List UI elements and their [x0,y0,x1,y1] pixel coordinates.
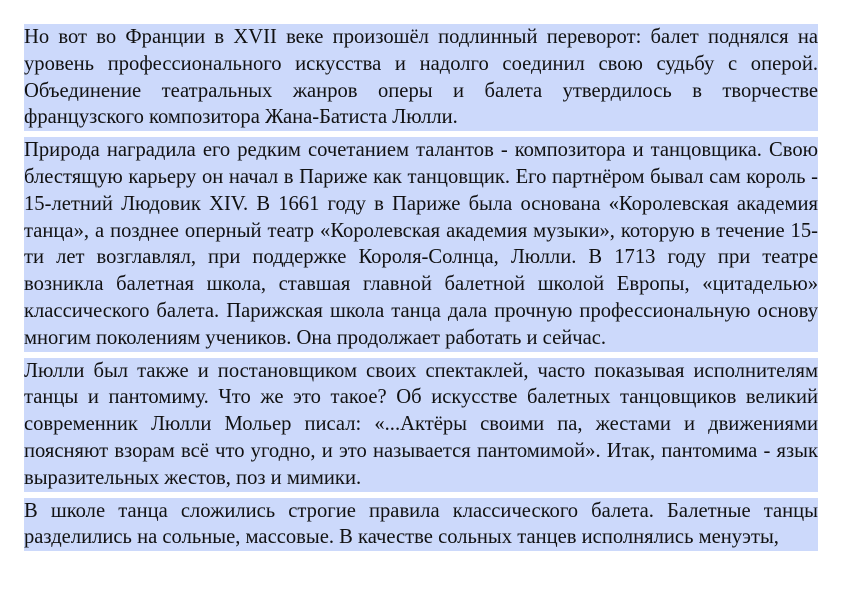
paragraph-2: Природа наградила его редким сочетанием талантов - композитора и танцовщика. Свою блестящую карьеру он начал в Париже как танцовщик. Его партнёром бывал сам король - 15-летний Людовик XIV. В 1661 году в Париже была основана «Королевская академия танца», а позднее оперный театр «Королевская академия музыки», которую в течение 15-ти лет возглавлял, при поддержке Короля-Солнца, Люлли. В 1713 году при театре возникла балетная школа, ставшая главной балетной школой Европы, «цитаделью» классического балета. Парижская школа танца дала прочную профессиональную основу многим поколениям учеников. Она продолжает работать и сейчас. [24,137,818,351]
document-page [24,24,818,557]
paragraph-1: Но вот во Франции в XVII веке произошёл подлинный переворот: балет поднялся на уровень профессионального искусства и надолго соединил свою судьбу с оперой. Объединение театральных жанров оперы и балета утвердилось в творчестве французского композитора Жана-Батиста Люлли. [24,24,818,131]
paragraph-3: Люлли был также и постановщиком своих спектаклей, часто показывая исполнителям танцы и пантомиму. Что же это такое? Об искусстве балетных танцовщиков великий современник Люлли Мольер писал: «...Актёры своими па, жестами и движениями поясняют взорам всё что угодно, и это называется пантомимой». Итак, пантомима - язык выразительных жестов, поз и мимики. [24,358,818,492]
paragraph-4: В школе танца сложились строгие правила классического балета. Балетные танцы разделились на сольные, массовые. В качестве сольных танцев исполнялись менуэты, [24,498,818,551]
